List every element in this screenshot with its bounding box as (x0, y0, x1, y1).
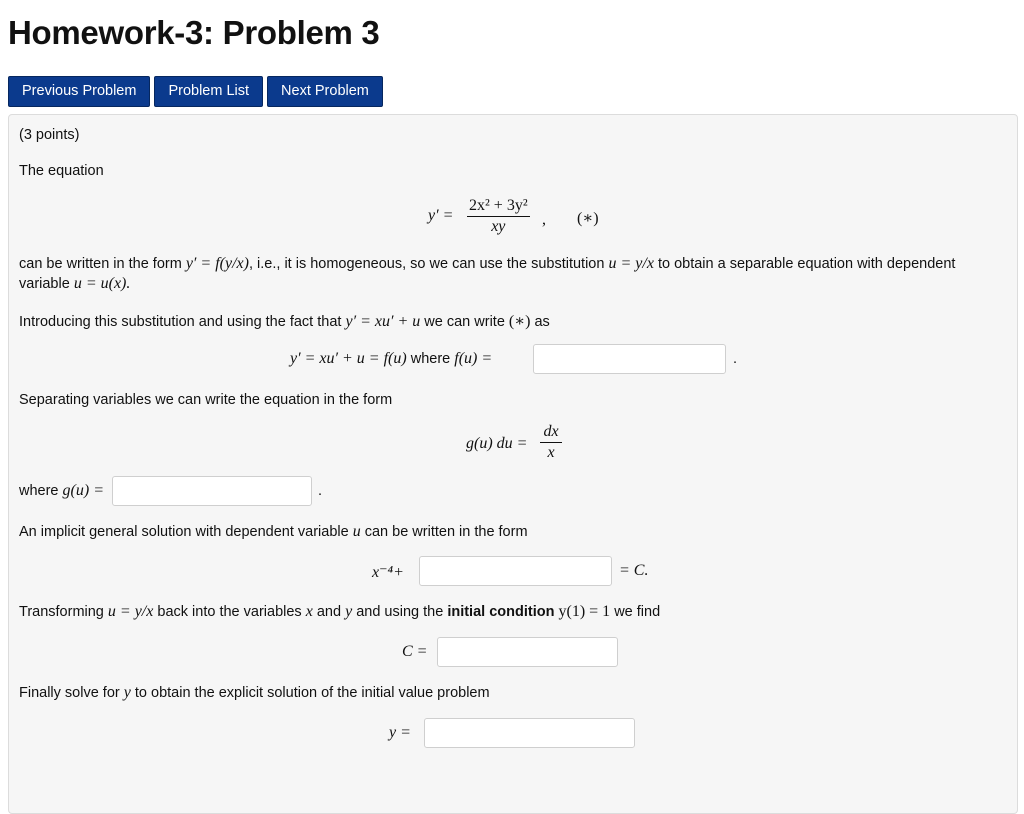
fu-equation: y′ = xu′ + u = f(u) where f(u) = (290, 350, 493, 367)
paragraph-homogeneous-cont: variable u = u(x). (19, 275, 131, 292)
gu-answer-input[interactable] (112, 476, 312, 506)
problem-panel (8, 114, 1018, 814)
constant-answer-input[interactable] (437, 637, 618, 667)
explicit-label: y = (389, 724, 411, 741)
problem-nav (8, 76, 383, 107)
paragraph-substitution: Introducing this substitution and using the fact that y′ = xu′ + u we can write (∗) as (19, 313, 550, 330)
implicit-answer-input[interactable] (419, 556, 612, 586)
separated-denominator: x (547, 444, 555, 461)
gu-period: . (318, 483, 323, 499)
paragraph-explicit: Finally solve for y to obtain the explicit solution of the initial value problem (19, 684, 490, 701)
problem-list-button[interactable]: Problem List (154, 76, 263, 107)
paragraph-separating: Separating variables we can write the equation in the form (19, 392, 393, 408)
separated-fraction (540, 423, 562, 462)
next-problem-button[interactable]: Next Problem (267, 76, 383, 107)
equation-numerator: 2x² + 3y² (469, 197, 528, 214)
separated-lhs: g(u) du = (466, 435, 528, 452)
explicit-answer-input[interactable] (424, 718, 635, 748)
paragraph-implicit: An implicit general solution with dependent variable u can be written in the form (19, 523, 528, 540)
points-label: (3 points) (19, 127, 80, 143)
page-title: Homework-3: Problem 3 (8, 14, 380, 51)
previous-problem-button[interactable]: Previous Problem (8, 76, 150, 107)
intro-text: The equation (19, 163, 104, 179)
paragraph-homogeneous: can be written in the form y′ = f(y/x), i.e., it is homogeneous, so we can use the substitution u = y/x to obtain a separable equation with dependent (19, 255, 956, 272)
fu-answer-input[interactable] (533, 344, 726, 374)
equation-denominator: xy (491, 218, 506, 235)
implicit-rhs: = C. (619, 562, 649, 579)
implicit-lhs: x⁻⁴+ (372, 564, 404, 581)
equation-comma: , (542, 211, 546, 228)
equation-tag: (∗) (577, 210, 599, 227)
fu-period: . (733, 351, 738, 367)
paragraph-transform: Transforming u = y/x back into the variables x and y and using the initial condition y(1) = 1 we find (19, 603, 661, 620)
equation-lhs: y′ = (428, 207, 454, 224)
where-gu-label: where g(u) = (19, 482, 104, 499)
equation-fraction (467, 197, 530, 236)
separated-numerator: dx (543, 423, 559, 440)
constant-label: C = (402, 643, 428, 660)
